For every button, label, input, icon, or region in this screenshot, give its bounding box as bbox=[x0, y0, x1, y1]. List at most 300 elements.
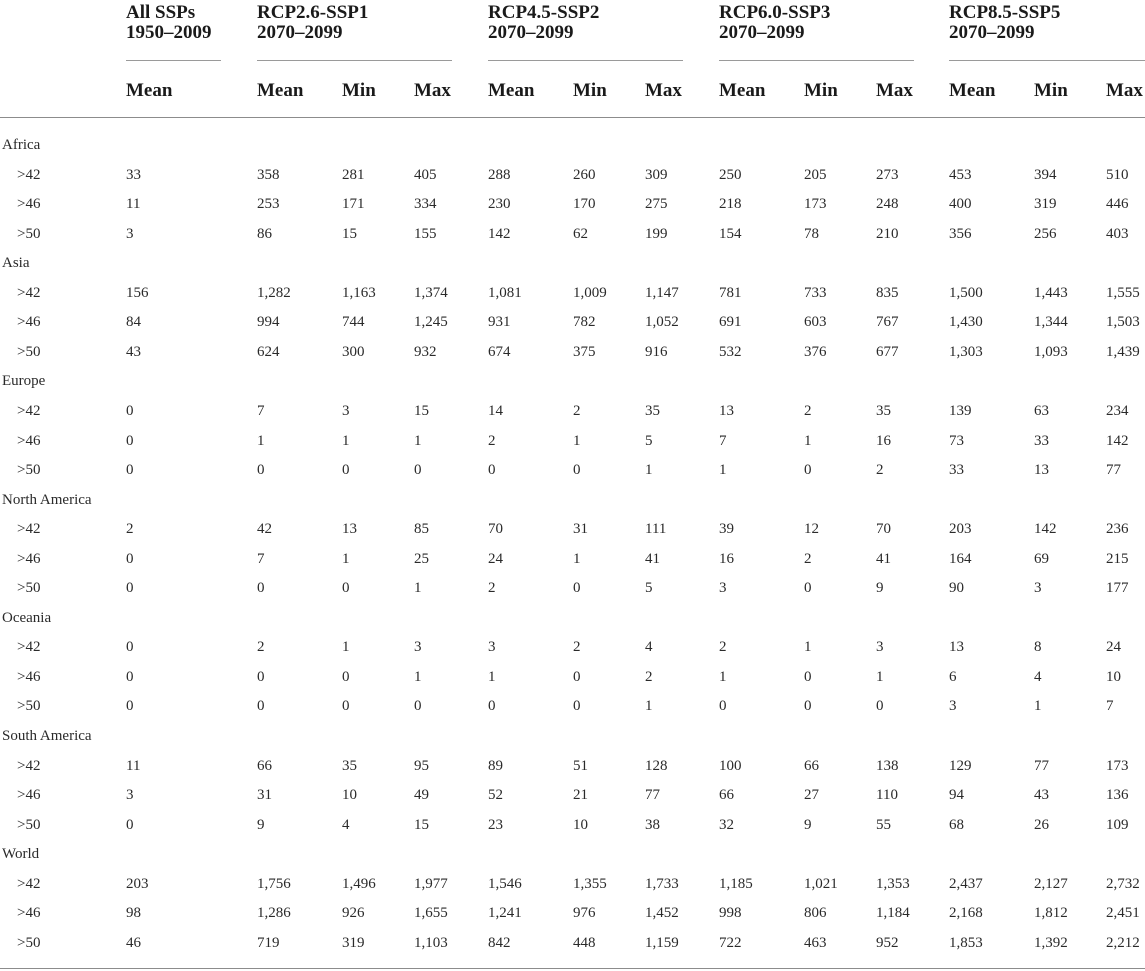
table-cell: 139 bbox=[949, 402, 972, 419]
table-cell: 11 bbox=[126, 757, 141, 774]
table-cell: 55 bbox=[876, 816, 891, 833]
table-cell: 4 bbox=[645, 639, 653, 656]
threshold-label: >42 bbox=[17, 875, 41, 892]
table-cell: 767 bbox=[876, 314, 899, 331]
table-cell: 16 bbox=[719, 550, 734, 567]
table-cell: 1 bbox=[573, 550, 581, 567]
group-header-line2: 1950–2009 bbox=[126, 22, 212, 43]
table-cell: 1 bbox=[719, 462, 727, 479]
column-header: Max bbox=[876, 80, 913, 101]
table-cell: 1 bbox=[342, 432, 350, 449]
column-header: Mean bbox=[257, 80, 304, 101]
region-label: World bbox=[2, 846, 40, 863]
table-cell: 42 bbox=[257, 521, 272, 538]
table-cell: 300 bbox=[342, 343, 365, 360]
table-cell: 448 bbox=[573, 934, 596, 951]
table-cell: 994 bbox=[257, 314, 280, 331]
group-underline bbox=[719, 60, 914, 61]
table-cell: 1,452 bbox=[645, 905, 679, 922]
region-label: South America bbox=[2, 728, 92, 744]
table-cell: 25 bbox=[414, 550, 429, 567]
table-cell: 376 bbox=[804, 343, 827, 360]
table-cell: 842 bbox=[488, 934, 511, 951]
table-cell: 1,853 bbox=[949, 934, 983, 951]
table-cell: 4 bbox=[1034, 668, 1042, 685]
table-cell: 2 bbox=[719, 639, 727, 656]
table-cell: 1,546 bbox=[488, 875, 522, 892]
table-cell: 3 bbox=[126, 787, 134, 804]
table-cell: 931 bbox=[488, 314, 511, 331]
table-cell: 998 bbox=[719, 905, 742, 922]
table-cell: 5 bbox=[645, 432, 653, 449]
table-cell: 319 bbox=[1034, 196, 1057, 213]
table-cell: 7 bbox=[257, 550, 265, 567]
table-cell: 4 bbox=[342, 816, 350, 833]
table-cell: 2 bbox=[804, 402, 812, 419]
threshold-label: >42 bbox=[17, 402, 41, 419]
table-cell: 98 bbox=[126, 905, 141, 922]
table-cell: 70 bbox=[876, 521, 891, 538]
table-cell: 66 bbox=[804, 757, 819, 774]
table-cell: 2,212 bbox=[1106, 934, 1140, 951]
table-cell: 782 bbox=[573, 314, 596, 331]
column-header: Min bbox=[342, 80, 376, 101]
table-cell: 11 bbox=[126, 196, 141, 213]
threshold-label: >50 bbox=[17, 462, 41, 479]
table-cell: 77 bbox=[1106, 462, 1121, 479]
table-cell: 253 bbox=[257, 196, 280, 213]
table-cell: 69 bbox=[1034, 550, 1049, 567]
table-cell: 7 bbox=[719, 432, 727, 449]
table-cell: 1,496 bbox=[342, 875, 376, 892]
table-cell: 1,344 bbox=[1034, 314, 1068, 331]
table-cell: 155 bbox=[414, 225, 437, 242]
table-cell: 744 bbox=[342, 314, 365, 331]
table-cell: 49 bbox=[414, 787, 429, 804]
table-cell: 142 bbox=[1034, 521, 1057, 538]
table-cell: 24 bbox=[1106, 639, 1121, 656]
table-cell: 0 bbox=[804, 668, 812, 685]
table-cell: 1,303 bbox=[949, 343, 983, 360]
table-cell: 52 bbox=[488, 787, 503, 804]
table-cell: 1,812 bbox=[1034, 905, 1068, 922]
table-cell: 0 bbox=[126, 580, 134, 597]
table-cell: 1,147 bbox=[645, 284, 679, 301]
threshold-label: >42 bbox=[17, 639, 41, 656]
region-label: Africa bbox=[2, 137, 41, 153]
table-cell: 13 bbox=[949, 639, 964, 656]
table-cell: 677 bbox=[876, 343, 899, 360]
threshold-label: >46 bbox=[17, 432, 41, 449]
table-cell: 1 bbox=[414, 432, 422, 449]
table-cell: 0 bbox=[257, 668, 265, 685]
table-cell: 1,245 bbox=[414, 314, 448, 331]
region-label: Asia bbox=[2, 255, 30, 272]
threshold-label: >42 bbox=[17, 284, 41, 301]
table-cell: 1,103 bbox=[414, 934, 448, 951]
table-cell: 674 bbox=[488, 343, 511, 360]
threshold-label: >46 bbox=[17, 196, 41, 213]
table-cell: 10 bbox=[342, 787, 357, 804]
column-header: Max bbox=[645, 80, 682, 101]
table-cell: 275 bbox=[645, 196, 668, 213]
table-cell: 2,732 bbox=[1106, 875, 1140, 892]
table-cell: 1,392 bbox=[1034, 934, 1068, 951]
table-cell: 446 bbox=[1106, 196, 1129, 213]
table-cell: 16 bbox=[876, 432, 891, 449]
threshold-label: >42 bbox=[17, 521, 41, 538]
table-cell: 0 bbox=[414, 698, 422, 715]
table-cell: 70 bbox=[488, 521, 503, 538]
group-header-line1: RCP6.0-SSP3 bbox=[719, 2, 831, 23]
table-cell: 288 bbox=[488, 166, 511, 183]
table-cell: 1,655 bbox=[414, 905, 448, 922]
table-cell: 138 bbox=[876, 757, 899, 774]
table-cell: 403 bbox=[1106, 225, 1129, 242]
table-cell: 14 bbox=[488, 402, 503, 419]
table-cell: 781 bbox=[719, 284, 742, 301]
table-cell: 319 bbox=[342, 934, 365, 951]
table-cell: 84 bbox=[126, 314, 141, 331]
table-cell: 24 bbox=[488, 550, 503, 567]
table-cell: 170 bbox=[573, 196, 596, 213]
threshold-label: >50 bbox=[17, 580, 41, 597]
table-cell: 27 bbox=[804, 787, 819, 804]
table-cell: 1,286 bbox=[257, 905, 291, 922]
column-header: Max bbox=[1106, 80, 1143, 101]
group-underline bbox=[488, 60, 683, 61]
table-cell: 719 bbox=[257, 934, 280, 951]
table-cell: 2 bbox=[645, 668, 653, 685]
table-cell: 109 bbox=[1106, 816, 1129, 833]
table-cell: 171 bbox=[342, 196, 365, 213]
table-cell: 210 bbox=[876, 225, 899, 242]
threshold-label: >50 bbox=[17, 698, 41, 715]
table-cell: 1,756 bbox=[257, 875, 291, 892]
table-cell: 248 bbox=[876, 196, 899, 213]
table-cell: 806 bbox=[804, 905, 827, 922]
table-cell: 154 bbox=[719, 225, 742, 242]
table-cell: 1,282 bbox=[257, 284, 291, 301]
table-cell: 3 bbox=[126, 225, 134, 242]
table-cell: 1,439 bbox=[1106, 343, 1140, 360]
table-cell: 2 bbox=[876, 462, 884, 479]
table-cell: 13 bbox=[342, 521, 357, 538]
table-cell: 1,555 bbox=[1106, 284, 1140, 301]
table-cell: 173 bbox=[1106, 757, 1129, 774]
table-cell: 1,353 bbox=[876, 875, 910, 892]
threshold-label: >46 bbox=[17, 550, 41, 567]
table-cell: 400 bbox=[949, 196, 972, 213]
table-cell: 215 bbox=[1106, 550, 1129, 567]
group-underline bbox=[257, 60, 452, 61]
table-cell: 976 bbox=[573, 905, 596, 922]
table-cell: 1 bbox=[257, 432, 265, 449]
table-cell: 1,081 bbox=[488, 284, 522, 301]
table-cell: 100 bbox=[719, 757, 742, 774]
column-header: Max bbox=[414, 80, 451, 101]
table-cell: 89 bbox=[488, 757, 503, 774]
table-cell: 0 bbox=[488, 698, 496, 715]
table-cell: 85 bbox=[414, 521, 429, 538]
table-cell: 926 bbox=[342, 905, 365, 922]
table-cell: 73 bbox=[949, 432, 964, 449]
table-cell: 0 bbox=[804, 462, 812, 479]
table-cell: 0 bbox=[126, 698, 134, 715]
region-label: Europe bbox=[2, 373, 46, 390]
column-header: Mean bbox=[949, 80, 996, 101]
table-cell: 1 bbox=[342, 639, 350, 656]
table-cell: 203 bbox=[949, 521, 972, 538]
table-cell: 77 bbox=[645, 787, 660, 804]
table-cell: 1 bbox=[488, 668, 496, 685]
table-cell: 9 bbox=[257, 816, 265, 833]
table-cell: 31 bbox=[573, 521, 588, 538]
table-cell: 8 bbox=[1034, 639, 1042, 656]
table-cell: 532 bbox=[719, 343, 742, 360]
threshold-label: >50 bbox=[17, 225, 41, 242]
table-cell: 77 bbox=[1034, 757, 1049, 774]
table-cell: 21 bbox=[573, 787, 588, 804]
table-cell: 142 bbox=[1106, 432, 1129, 449]
table-cell: 26 bbox=[1034, 816, 1049, 833]
table-cell: 164 bbox=[949, 550, 972, 567]
table-cell: 0 bbox=[126, 432, 134, 449]
table-cell: 43 bbox=[1034, 787, 1049, 804]
table-cell: 32 bbox=[719, 816, 734, 833]
table-cell: 250 bbox=[719, 166, 742, 183]
table-cell: 1 bbox=[719, 668, 727, 685]
table-cell: 230 bbox=[488, 196, 511, 213]
table-cell: 0 bbox=[342, 698, 350, 715]
threshold-label: >50 bbox=[17, 343, 41, 360]
table-cell: 33 bbox=[949, 462, 964, 479]
table-cell: 1,185 bbox=[719, 875, 753, 892]
table-cell: 1,355 bbox=[573, 875, 607, 892]
table-cell: 1,021 bbox=[804, 875, 838, 892]
threshold-label: >46 bbox=[17, 787, 41, 804]
table-cell: 463 bbox=[804, 934, 827, 951]
table-cell: 218 bbox=[719, 196, 742, 213]
table-cell: 0 bbox=[126, 816, 134, 833]
table-cell: 3 bbox=[414, 639, 422, 656]
table-cell: 1,009 bbox=[573, 284, 607, 301]
table-cell: 3 bbox=[876, 639, 884, 656]
table-cell: 236 bbox=[1106, 521, 1129, 538]
table-cell: 205 bbox=[804, 166, 827, 183]
table-cell: 916 bbox=[645, 343, 668, 360]
table-cell: 1,443 bbox=[1034, 284, 1068, 301]
table-cell: 405 bbox=[414, 166, 437, 183]
table-cell: 41 bbox=[645, 550, 660, 567]
table-cell: 1,241 bbox=[488, 905, 522, 922]
table-cell: 94 bbox=[949, 787, 964, 804]
table-cell: 0 bbox=[573, 668, 581, 685]
table-cell: 1 bbox=[645, 462, 653, 479]
threshold-label: >46 bbox=[17, 668, 41, 685]
table-cell: 281 bbox=[342, 166, 365, 183]
table-cell: 35 bbox=[342, 757, 357, 774]
table-cell: 1 bbox=[876, 668, 884, 685]
threshold-label: >46 bbox=[17, 905, 41, 922]
group-underline bbox=[949, 60, 1145, 61]
table-cell: 1 bbox=[342, 550, 350, 567]
table-cell: 603 bbox=[804, 314, 827, 331]
table-cell: 1 bbox=[804, 639, 812, 656]
group-header-line2: 2070–2099 bbox=[488, 22, 574, 43]
table-cell: 273 bbox=[876, 166, 899, 183]
table-cell: 394 bbox=[1034, 166, 1057, 183]
table-cell: 6 bbox=[949, 668, 957, 685]
table-cell: 2 bbox=[257, 639, 265, 656]
table-cell: 0 bbox=[126, 402, 134, 419]
table-cell: 2 bbox=[126, 521, 134, 538]
table-cell: 173 bbox=[804, 196, 827, 213]
table-cell: 129 bbox=[949, 757, 972, 774]
table-cell: 0 bbox=[342, 462, 350, 479]
table-cell: 722 bbox=[719, 934, 742, 951]
table-cell: 358 bbox=[257, 166, 280, 183]
table-cell: 256 bbox=[1034, 225, 1057, 242]
threshold-label: >46 bbox=[17, 314, 41, 331]
table-cell: 1,159 bbox=[645, 934, 679, 951]
table-cell: 66 bbox=[257, 757, 272, 774]
table-cell: 142 bbox=[488, 225, 511, 242]
table-cell: 952 bbox=[876, 934, 899, 951]
table-cell: 691 bbox=[719, 314, 742, 331]
table-cell: 1,500 bbox=[949, 284, 983, 301]
table-cell: 375 bbox=[573, 343, 596, 360]
region-label: Oceania bbox=[2, 609, 52, 626]
table-cell: 5 bbox=[645, 580, 653, 597]
table-cell: 110 bbox=[876, 787, 898, 804]
table-cell: 733 bbox=[804, 284, 827, 301]
threshold-label: >42 bbox=[17, 757, 41, 774]
table-cell: 3 bbox=[949, 698, 957, 715]
table-cell: 2,127 bbox=[1034, 875, 1068, 892]
table-cell: 39 bbox=[719, 521, 734, 538]
table-cell: 2,437 bbox=[949, 875, 983, 892]
table-cell: 33 bbox=[126, 166, 141, 183]
table-cell: 0 bbox=[126, 668, 134, 685]
table-cell: 2,168 bbox=[949, 905, 983, 922]
group-header-line1: RCP8.5-SSP5 bbox=[949, 2, 1061, 23]
table-cell: 3 bbox=[488, 639, 496, 656]
table-cell: 1,733 bbox=[645, 875, 679, 892]
table-cell: 35 bbox=[876, 402, 891, 419]
table-cell: 1 bbox=[804, 432, 812, 449]
table-cell: 1 bbox=[414, 580, 422, 597]
region-label: North America bbox=[2, 491, 92, 508]
table-cell: 1 bbox=[573, 432, 581, 449]
table-cell: 199 bbox=[645, 225, 668, 242]
table-cell: 86 bbox=[257, 225, 272, 242]
table-cell: 0 bbox=[804, 580, 812, 597]
table-cell: 1,052 bbox=[645, 314, 679, 331]
table-cell: 260 bbox=[573, 166, 596, 183]
column-header: Mean bbox=[719, 80, 766, 101]
table-cell: 33 bbox=[1034, 432, 1049, 449]
group-header-line2: 2070–2099 bbox=[257, 22, 343, 43]
table-cell: 51 bbox=[573, 757, 588, 774]
table-cell: 9 bbox=[804, 816, 812, 833]
table-cell: 0 bbox=[488, 462, 496, 479]
column-header: Min bbox=[1034, 80, 1068, 101]
table-cell: 2,451 bbox=[1106, 905, 1140, 922]
table-cell: 2 bbox=[804, 550, 812, 567]
table-cell: 2 bbox=[573, 639, 581, 656]
table-cell: 1,093 bbox=[1034, 343, 1068, 360]
table-cell: 13 bbox=[1034, 462, 1049, 479]
table-cell: 3 bbox=[1034, 580, 1042, 597]
header-rule bbox=[0, 117, 1145, 118]
table-cell: 0 bbox=[573, 698, 581, 715]
table-cell: 0 bbox=[257, 580, 265, 597]
table-cell: 0 bbox=[414, 462, 422, 479]
table-cell: 234 bbox=[1106, 402, 1129, 419]
table-cell: 3 bbox=[719, 580, 727, 597]
table-cell: 309 bbox=[645, 166, 668, 183]
table-cell: 62 bbox=[573, 225, 588, 242]
table-cell: 35 bbox=[645, 402, 660, 419]
column-header: Min bbox=[804, 80, 838, 101]
table-cell: 1,977 bbox=[414, 875, 448, 892]
group-header-line1: RCP2.6-SSP1 bbox=[257, 2, 369, 23]
table-cell: 1,503 bbox=[1106, 314, 1140, 331]
table-cell: 78 bbox=[804, 225, 819, 242]
table-cell: 932 bbox=[414, 343, 437, 360]
group-header-line2: 2070–2099 bbox=[719, 22, 805, 43]
table-cell: 95 bbox=[414, 757, 429, 774]
table-cell: 7 bbox=[257, 402, 265, 419]
bottom-rule bbox=[0, 968, 1145, 969]
table-cell: 1,374 bbox=[414, 284, 448, 301]
table-cell: 356 bbox=[949, 225, 972, 242]
table-cell: 0 bbox=[257, 698, 265, 715]
table-cell: 15 bbox=[342, 225, 357, 242]
table-cell: 41 bbox=[876, 550, 891, 567]
table-cell: 31 bbox=[257, 787, 272, 804]
table-cell: 0 bbox=[126, 639, 134, 656]
table-cell: 0 bbox=[573, 580, 581, 597]
table-cell: 38 bbox=[645, 816, 660, 833]
group-header-line1: All SSPs bbox=[126, 2, 196, 23]
table-cell: 3 bbox=[342, 402, 350, 419]
threshold-label: >50 bbox=[17, 816, 41, 833]
table-cell: 453 bbox=[949, 166, 972, 183]
table-cell: 66 bbox=[719, 787, 734, 804]
table-cell: 1 bbox=[414, 668, 422, 685]
table-cell: 111 bbox=[645, 521, 667, 538]
table-cell: 0 bbox=[126, 550, 134, 567]
table-cell: 2 bbox=[573, 402, 581, 419]
table-cell: 334 bbox=[414, 196, 437, 213]
table-cell: 0 bbox=[719, 698, 727, 715]
table-cell: 0 bbox=[342, 580, 350, 597]
group-header-line2: 2070–2099 bbox=[949, 22, 1035, 43]
table-cell: 1,163 bbox=[342, 284, 376, 301]
table-cell: 203 bbox=[126, 875, 149, 892]
table-cell: 10 bbox=[573, 816, 588, 833]
table-cell: 12 bbox=[804, 521, 819, 538]
table-cell: 128 bbox=[645, 757, 668, 774]
table-cell: 7 bbox=[1106, 698, 1114, 715]
table-cell: 0 bbox=[126, 462, 134, 479]
table-cell: 156 bbox=[126, 284, 149, 301]
table-cell: 177 bbox=[1106, 580, 1129, 597]
table-cell: 1 bbox=[645, 698, 653, 715]
table-cell: 2 bbox=[488, 580, 496, 597]
